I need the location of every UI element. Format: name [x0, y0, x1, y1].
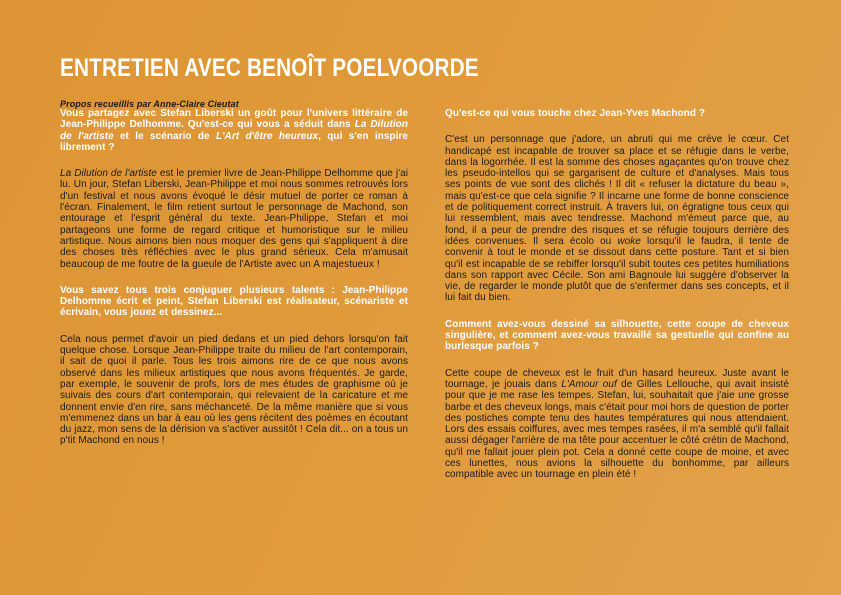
question-paragraph — [60, 285, 408, 319]
italic-title-run: L'Amour ouf — [561, 378, 617, 390]
question-paragraph — [445, 108, 789, 119]
text-run: Vous partagez avec Stefan Liberski un goût pour l'univers littéraire de Jean-Philippe Delhomme. Qu'est-ce qui vous a séduit dans — [60, 108, 408, 131]
page-title: ENTRETIEN AVEC BENOÎT POELVOORDE — [60, 53, 479, 82]
text-run: Vous savez tous trois conjuguer plusieurs talents : Jean-Philippe Delhomme écrit et peint, Stefan Liberski est réalisateur, scénariste et écrivain, vous jouez et dessinez... — [60, 284, 408, 319]
italic-title-run: woke — [617, 235, 641, 247]
question-paragraph — [445, 319, 789, 353]
text-run: lorsqu'il le faudra, il tente de convenir à tout le monde et se dissout dans cette posture. Tant et si bien qu'il est incapable de se rebiffer lorsqu'il subit toutes ces petites humiliations dans son rapport avec Cécile. Son ami Bagnoule lui suggère d'observer la vie, de regarder le monde plutôt que de s'enfermer dans ses concepts, et il lui fait du bien. — [445, 235, 789, 304]
italic-title-run: L'Art d'être heureux — [215, 130, 319, 142]
text-run: de Gilles Lellouche, qui avait insisté pour que je me rase les tempes. Stefan, lui, souhaitait que j'aie une grosse barbe et des cheveux longs, mais c'était pour moi hors de question de porter des postiches compte tenu des hautes températures qui nous attendaient. Lors des essais coiffures, avec mes tempes rasées, il m'a semblé qu'il fallait aussi dégager l'arrière de ma tête pour accentuer le côté crétin de Machond, qu'il me fallait jouer plein pot. Cela a donné cette coupe de moine, et avec ces lunettes, nous avions la silhouette du bonhomme, par ailleurs compatible avec un tournage en plein été ! — [445, 378, 789, 481]
answer-paragraph — [445, 368, 789, 481]
italic-title-run: La Dilution de l'artiste — [60, 119, 409, 142]
column-right — [445, 108, 789, 481]
article-body — [60, 108, 792, 481]
text-run: Cette coupe de cheveux est le fruit d'un hasard heureux. Juste avant le tournage, je jouais dans — [445, 367, 789, 390]
text-run: Qu'est-ce qui vous touche chez Jean-Yves Machond ? — [445, 108, 706, 119]
text-run: est le premier livre de Jean-Philippe Delhomme que j'ai lu. Un jour, Stefan Liberski, Jean-Philippe et moi nous sommes retrouvés lors d'un festival et nous avons évoqué le désir mutuel de porter ce roman à l'écran. Finalement, le film retient surtout le personnage de Machond, son entourage et l'esprit général du texte. Jean-Philippe, Stefan et moi partageons une forme de regard critique et humoristique sur le milieu artistique. Nous aimons bien nous moquer des gens qui s'appliquent à dire des choses très réfléchies avec le plus grand sérieux. Cela m'amusait beaucoup de me foutre de la gueule de l'Artiste avec un A majestueux ! — [60, 168, 408, 270]
column-left — [60, 108, 408, 447]
answer-paragraph — [60, 168, 408, 270]
italic-title-run: La Dilution de l'artiste — [60, 168, 157, 180]
answer-paragraph — [445, 134, 789, 303]
question-paragraph — [60, 108, 408, 153]
text-run: C'est un personnage que j'adore, un abruti qui me crève le cœur. Cet handicapé est incapable de trouver sa place et se réfugie dans le verbe, dans la logorrhée. Il est la somme des choses agaçantes qu'on trouve chez les pseudo-intellos qui se gargarisent de culture et d'analyses. Mais tous ses points de vue sont des clichés ! Il dit « refuser la dictature du beau », mais qu'est-ce que cela signifie ? Il incarne une forme de bonne conscience et de politiquement correct instruit. À travers lui, on égratigne tous ceux qui lui ressemblent, mais avec tendresse. Machond m'émeut parce que, au fond, il a peur de prendre des risques et se réfugie toujours derrière des idées convenues. Il sera écolo ou — [445, 134, 789, 247]
text-run: Cela nous permet d'avoir un pied dedans et un pied dehors lorsqu'on fait quelque chose. Lorsque Jean-Philippe traite du milieu de l'art contemporain, il sait de quoi il parle. Tous les trois aimons rire de ce que nous avons observé dans les milieux artistiques que nous avons fréquentés. Je garde, par exemple, le souvenir de profs, lors de mes études de graphisme où je suivais des cours d'art contemporain, qui relevaient de la caricature et me donnent envie d'en rire, sans méchanceté. De la même manière que si vous m'emmenez dans un bar à eau où les gens récitent des poèmes en écoutant du jazz, mon sens de la dérision va s'activer aussitôt ! Cela dit... on a tous un p'tit Machond en nous ! — [60, 333, 408, 447]
text-run: et le scénario de — [113, 130, 216, 142]
text-run: Comment avez-vous dessiné sa silhouette, cette coupe de cheveux singulière, et comment avez-vous travaillé sa gestuelle qui confine au burlesque parfois ? — [445, 318, 789, 353]
text-run: , qui s'en inspire librement ? — [60, 130, 408, 153]
answer-paragraph — [60, 334, 408, 447]
article-header — [60, 38, 800, 110]
byline: Propos recueillis par Anne-Claire Cieutat — [60, 98, 239, 109]
